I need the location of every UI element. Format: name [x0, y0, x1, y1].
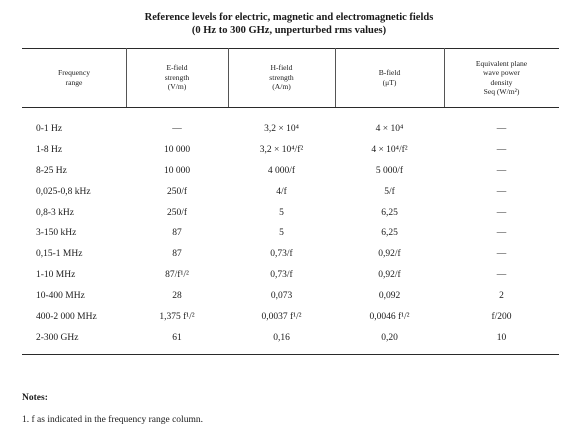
cell-e-field: 1,375 f¹/²	[159, 312, 195, 323]
table-row	[22, 265, 559, 286]
cell-frequency: 1-8 Hz	[36, 144, 63, 155]
cell-frequency: 3-150 kHz	[36, 228, 77, 239]
table-row	[22, 140, 559, 161]
cell-h-field: 0,73/f	[270, 249, 293, 260]
header-h-field	[228, 48, 335, 107]
cell-power-density: —	[496, 207, 507, 218]
cell-b-field: 0,0046 f¹/²	[369, 312, 410, 323]
cell-e-field: 28	[172, 291, 182, 302]
table-row	[22, 161, 559, 182]
cell-power-density: —	[496, 165, 507, 176]
cell-frequency: 8-25 Hz	[36, 165, 67, 176]
table-row	[22, 307, 559, 328]
header-line: strength	[164, 72, 190, 82]
cell-frequency: 0,025-0,8 kHz	[36, 186, 91, 197]
cell-power-density: —	[496, 186, 507, 197]
cell-b-field: 0,092	[378, 291, 401, 302]
table-bottom-rule	[22, 354, 559, 355]
cell-frequency: 400-2 000 MHz	[36, 312, 97, 323]
cell-b-field: 5 000/f	[375, 165, 404, 176]
header-line: (V/m)	[167, 82, 187, 92]
notes-heading: Notes:	[22, 393, 48, 403]
cell-power-density: f/200	[491, 312, 512, 323]
cell-frequency: 1-10 MHz	[36, 270, 76, 281]
note-item: 1. f as indicated in the frequency range column.	[22, 415, 203, 425]
cell-power-density: 2	[499, 291, 504, 302]
cell-power-density: —	[496, 270, 507, 281]
cell-power-density: —	[496, 144, 507, 155]
cell-frequency: 10-400 MHz	[36, 291, 85, 302]
table-row	[22, 286, 559, 307]
cell-frequency: 2-300 GHz	[36, 332, 79, 343]
cell-power-density: —	[496, 249, 507, 260]
cell-h-field: 5	[279, 228, 284, 239]
header-line: Equivalent plane	[475, 58, 528, 68]
cell-b-field: 0,92/f	[378, 270, 401, 281]
header-line: range	[65, 77, 83, 87]
cell-e-field: 87	[172, 249, 182, 260]
cell-b-field: 0,20	[381, 332, 398, 343]
cell-e-field: 61	[172, 332, 182, 343]
cell-h-field: 0,0037 f¹/²	[261, 312, 302, 323]
table-row	[22, 203, 559, 224]
cell-power-density: —	[496, 228, 507, 239]
header-line: (A/m)	[272, 82, 291, 92]
header-line: Frequency	[57, 68, 91, 77]
cell-b-field: 0,92/f	[378, 249, 401, 260]
cell-h-field: 4 000/f	[267, 165, 296, 176]
header-line: Seq (W/m²)	[483, 87, 520, 96]
cell-h-field: 5	[279, 207, 284, 218]
cell-h-field: 3,2 × 10⁴/f²	[259, 144, 304, 155]
table-title	[0, 11, 578, 37]
header-line: (μT)	[382, 77, 397, 87]
cell-b-field: 6,25	[381, 207, 398, 218]
header-line: strength	[269, 72, 294, 82]
cell-frequency: 0-1 Hz	[36, 124, 63, 134]
cell-frequency: 0,15-1 MHz	[36, 249, 83, 260]
header-b-field	[335, 48, 444, 107]
cell-b-field: 4 × 10⁴/f²	[371, 144, 408, 155]
cell-h-field: 4/f	[276, 186, 287, 197]
table-row	[22, 182, 559, 203]
header-frequency-range	[22, 48, 126, 107]
cell-e-field: 87	[172, 228, 182, 239]
cell-power-density: —	[496, 124, 507, 134]
cell-e-field: 250/f	[166, 186, 188, 197]
table-header-rule	[22, 107, 559, 108]
table-row	[22, 328, 559, 349]
cell-b-field: 6,25	[381, 228, 398, 239]
cell-h-field: 3,2 × 10⁴	[264, 124, 299, 134]
table-body	[22, 119, 559, 349]
cell-e-field: 87/f¹/²	[165, 270, 189, 281]
table-row	[22, 119, 559, 140]
header-line: wave power	[483, 68, 520, 77]
header-line: density	[490, 77, 513, 87]
cell-h-field: 0,73/f	[270, 270, 293, 281]
table-title-line2: (0 Hz to 300 GHz, unperturbed rms values)	[191, 25, 387, 36]
header-e-field	[126, 48, 228, 107]
header-power-density	[444, 48, 559, 107]
table-title-line1: Reference levels for electric, magnetic and electromagnetic fields	[144, 12, 434, 23]
cell-h-field: 0,16	[273, 332, 290, 343]
table-row	[22, 244, 559, 265]
cell-e-field: —	[172, 124, 182, 134]
header-line: B-field	[378, 68, 401, 77]
cell-b-field: 5/f	[384, 186, 395, 197]
cell-e-field: 250/f	[166, 207, 188, 218]
cell-frequency: 0,8-3 kHz	[36, 207, 74, 218]
cell-power-density: 10	[496, 332, 507, 343]
header-line: H-field	[270, 63, 293, 73]
header-line: E-field	[166, 63, 188, 73]
table-row	[22, 223, 559, 244]
cell-b-field: 4 × 10⁴	[375, 124, 404, 134]
cell-e-field: 10 000	[163, 144, 191, 155]
cell-h-field: 0,073	[270, 291, 293, 302]
cell-e-field: 10 000	[163, 165, 191, 176]
